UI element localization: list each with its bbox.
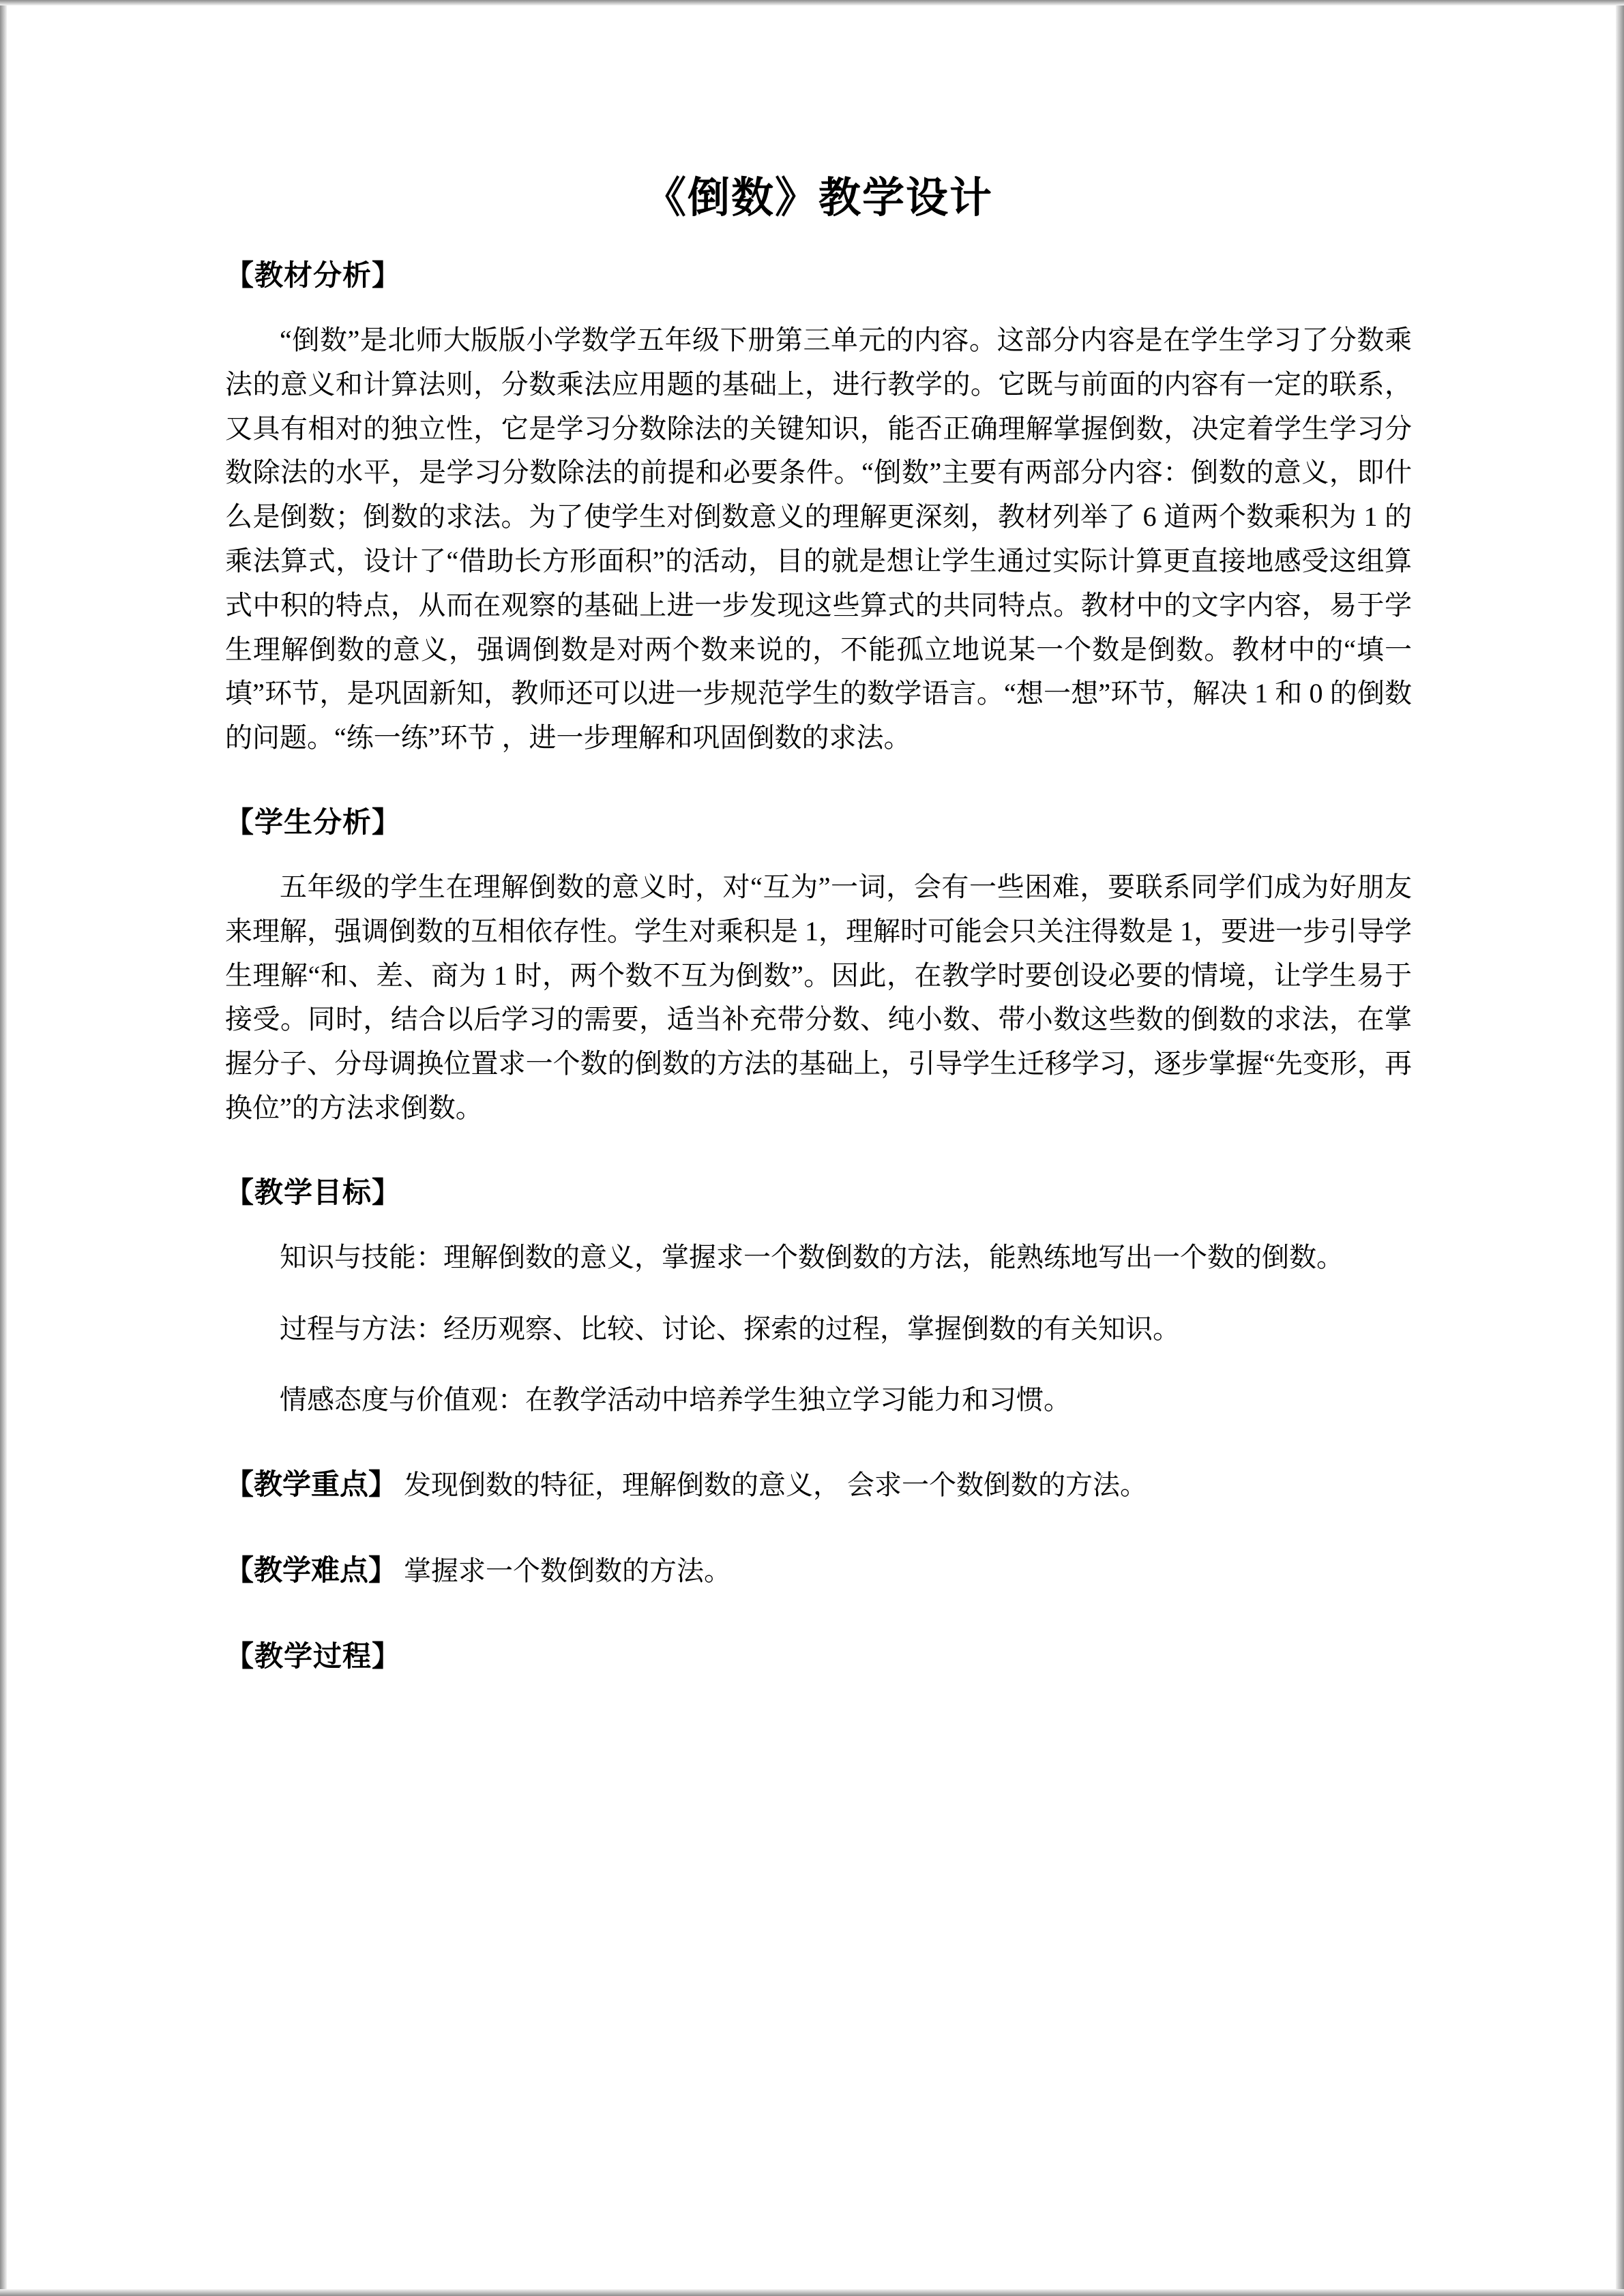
page-title: 《倒数》教学设计 (643, 175, 993, 222)
page-edge-left (0, 0, 7, 2296)
document-content (225, 164, 1412, 1682)
section-teaching-difficulty (225, 1548, 1412, 1594)
section-heading-student-analysis: 【学生分析】 (225, 807, 402, 839)
section-heading-teaching-material: 【教材分析】 (225, 260, 402, 292)
section-heading-teaching-goals: 【教学目标】 (225, 1177, 402, 1209)
paragraph-goal-emotion-attitude: 情感态度与价值观：在教学活动中培养学生独立学习能力和习惯。 (280, 1384, 1071, 1416)
page-edge-bottom (0, 2289, 1624, 2296)
label-teaching-difficulty: 【教学难点】 (225, 1555, 398, 1587)
paragraph-teaching-material: “倒数”是北师大版版小学数学五年级下册第三单元的内容。这部分内容是在学生学习了分数乘法的意义和计算法则，分数乘法应用题的基础上，进行教学的。它既与前面的内容有一定的联系，又具有相对的独立性，它是学习分数除法的关键知识，能否正确理解掌握倒数，决定着学生学习分数除法的水平，是学习分数除法的前提和必要条件。“倒数”主要有两部分内容：倒数的意义，即什么是倒数；倒数的求法。为了使学生对倒数意义的理解更深刻，教材列举了 6 道两个数乘积为 1 的乘法算式，设计了“借助长方形面积”的活动，目的就是想让学生通过实际计算更直接地感受这组算式中积的特点，从而在观察的基础上进一步发现这些算式的共同特点。教材中的文字内容，易于学生理解倒数的意义，强调倒数是对两个数来说的，不能孤立地说某一个数是倒数。教材中的“填一填”环节，是巩固新知，教师还可以进一步规范学生的数学语言。“想一想”环节，解决 1 和 0 的倒数的问题。“练一练”环节 ，进一步理解和巩固倒数的求法。 (225, 325, 1412, 754)
paragraph-student-analysis: 五年级的学生在理解倒数的意义时，对“互为”一词，会有一些困难，要联系同学们成为好朋友来理解，强调倒数的互相依存性。学生对乘积是 1，理解时可能会只关注得数是 1，要进一步引导学生理解“和、差、商为 1 时，两个数不互为倒数”。因此，在教学时要创设必要的情境，让学生易于接受。同时，结合以后学习的需要，适当补充带分数、纯小数、带小数这些数的倒数的求法，在掌握分子、分母调换位置求一个数的倒数的方法的基础上，引导学生迁移学习，逐步掌握“先变形，再换位”的方法求倒数。 (225, 871, 1412, 1123)
paragraph-goal-process-method: 过程与方法：经历观察、比较、讨论、探索的过程，掌握倒数的有关知识。 (280, 1313, 1180, 1344)
page-edge-right (1616, 0, 1624, 2296)
text-teaching-key-point: 发现倒数的特征，理解倒数的意义， 会求一个数倒数的方法。 (404, 1470, 1148, 1501)
section-teaching-key-point (225, 1462, 1412, 1508)
label-teaching-key-point: 【教学重点】 (225, 1470, 398, 1502)
paragraph-goal-knowledge-skill: 知识与技能：理解倒数的意义，掌握求一个数倒数的方法，能熟练地写出一个数的倒数。 (280, 1241, 1344, 1272)
page-edge-top (0, 0, 1624, 5)
section-heading-teaching-process: 【教学过程】 (225, 1641, 402, 1673)
text-teaching-difficulty: 掌握求一个数倒数的方法。 (404, 1555, 732, 1587)
